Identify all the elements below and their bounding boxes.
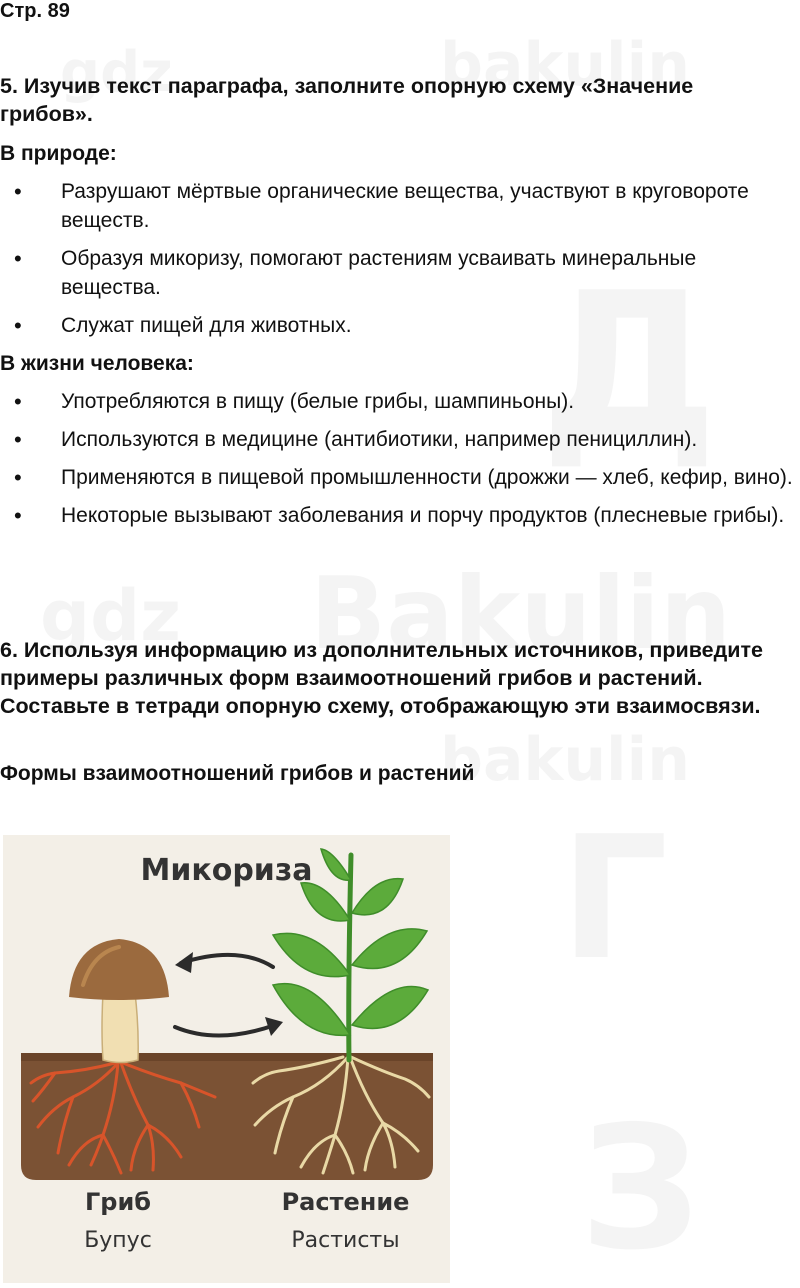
task-6-heading: 6. Используя информацию из дополнительных источников, приведите примеры различных форм взаимоотношений грибов и растений. Составьте в тетради опорную схему, отображающую эти взаимосвязи. bbox=[0, 638, 763, 718]
plant-label: Растение bbox=[281, 1188, 410, 1216]
list-item: • Служат пищей для животных. bbox=[0, 311, 800, 340]
soil-surface bbox=[21, 1053, 433, 1061]
list-item: • Употребляются в пищу (белые грибы, шампиньоны). bbox=[0, 387, 800, 416]
list-item: • Применяются в пищевой промышленности (дрожжи — хлеб, кефир, вино). bbox=[0, 463, 800, 492]
mycorrhiza-illustration bbox=[3, 835, 450, 1283]
mushroom-stem bbox=[102, 993, 138, 1063]
fungus-label: Гриб bbox=[84, 1188, 152, 1216]
page-number: Стр. 89 bbox=[0, 0, 70, 22]
fungus-sublabel: Бупус bbox=[84, 1228, 152, 1253]
watermark bbox=[580, 1090, 701, 1288]
list-item: • Используются в медицине (антибиотики, например пенициллин). bbox=[0, 425, 800, 454]
task-5-heading: 5. Изучив текст параграфа, заполните опорную схему «Значение грибов». bbox=[0, 74, 694, 126]
relationships-heading: Формы взаимоотношений грибов и растений bbox=[0, 762, 475, 785]
watermark bbox=[440, 725, 690, 795]
human-life-list bbox=[0, 387, 800, 539]
soil bbox=[21, 1053, 433, 1180]
figure-title: Микориза bbox=[140, 853, 313, 888]
nature-heading: В природе: bbox=[0, 142, 117, 165]
human-life-heading: В жизни человека: bbox=[0, 352, 194, 375]
nature-list bbox=[0, 177, 800, 349]
mushroom bbox=[69, 939, 169, 1063]
list-item: • Образуя микоризу, помогают растениям усваивать минеральные вещества. bbox=[0, 244, 800, 302]
watermark bbox=[560, 800, 668, 998]
arrow-head-left bbox=[175, 952, 193, 973]
list-item: • Некоторые вызывают заболевания и порчу продуктов (плесневые грибы). bbox=[0, 501, 800, 530]
list-item: • Разрушают мёртвые органические вещества, участвуют в круговороте веществ. bbox=[0, 177, 800, 235]
plant-sublabel: Растисты bbox=[291, 1228, 400, 1253]
